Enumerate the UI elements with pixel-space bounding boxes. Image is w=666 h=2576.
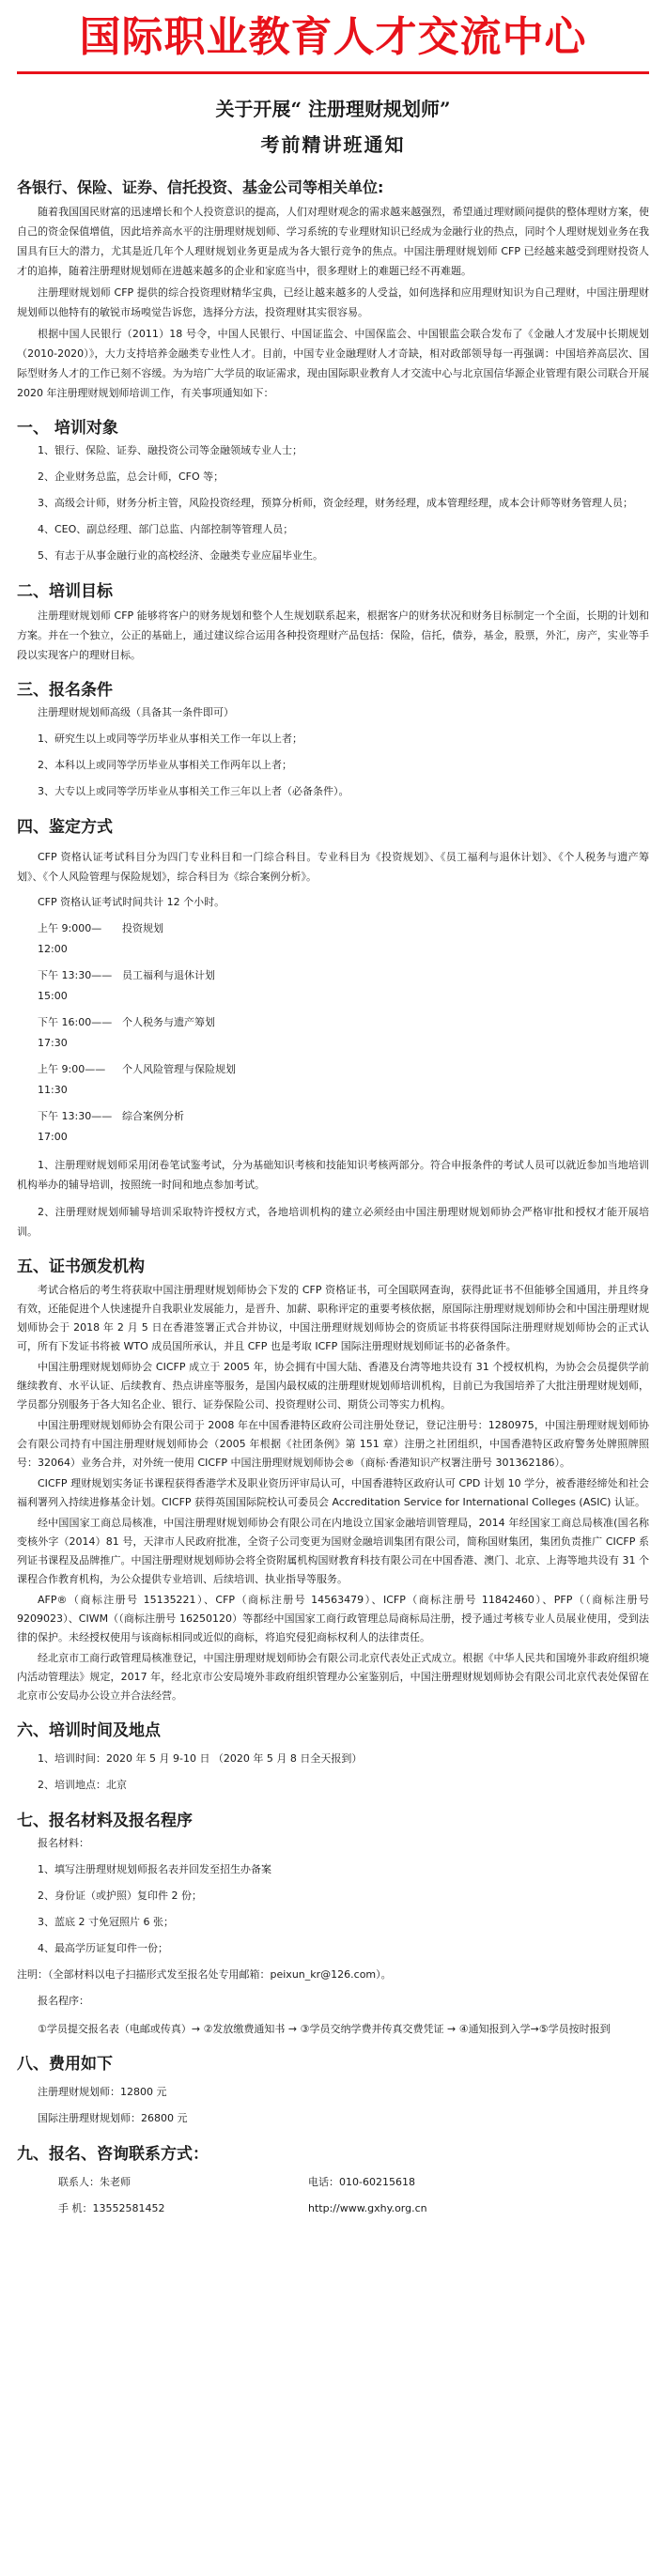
intro-paragraph-2: 注册理财规划师 CFP 提供的综合投资理财精华宝典，已经让越来越多的人受益，如何选择和应用理财知识为自己理财，中国注册理财规划师以他特有的敏锐市场嗅觉告诉您，选择分方法，投资理财其实很容易。: [17, 286, 649, 318]
training-target-item: 2、企业财务总监，总会计师，CFO 等；: [38, 470, 225, 483]
material-item: 3、蓝底 2 寸免冠照片 6 张；: [38, 1916, 174, 1928]
material-item: 4、最高学历证复印件一份；: [38, 1942, 168, 1954]
material-item: 1、填写注册理财规划师报名表并回发至招生办备案: [38, 1863, 271, 1875]
contact-phone: 电话：010-60215618: [308, 2176, 415, 2188]
training-time: 1、培训时间：2020 年 5 月 9-10 日 （2020 年 5 月 8 日全天报到）: [38, 1752, 363, 1765]
section-heading-4: 四、鉴定方式: [17, 818, 113, 837]
exam-subject: 员工福利与退休计划: [122, 969, 215, 981]
section-heading-2: 二、培训目标: [17, 582, 113, 601]
exam-schedule-lead: CFP 资格认证考试时间共计 12 个小时。: [38, 896, 225, 908]
exam-subject: 个人税务与遗产筹划: [122, 1016, 215, 1028]
exam-time: 下午 16:00——17:30: [38, 1016, 113, 1049]
red-divider: [17, 71, 649, 74]
process-lead: 报名程序：: [38, 1995, 89, 2007]
exam-schedule-row: [17, 1106, 649, 1148]
material-item: 2、身份证（或护照）复印件 2 份；: [38, 1890, 202, 1902]
exam-schedule-row: [17, 1059, 649, 1101]
document-page: [0, 13, 666, 2576]
section-heading-9: 九、报名、咨询联系方式：: [17, 2145, 209, 2164]
exam-method-paragraph-1: 1、注册理财规划师采用闭卷笔试鉴考试，分为基础知识考核和技能知识考核两部分。符合申报条件的考试人员可以就近参加当地培训机构举办的辅导培训，按照统一时间和地点参加考试。: [17, 1159, 649, 1191]
exam-subject: 个人风险管理与保险规划: [122, 1063, 236, 1075]
addressee: 各银行、保险、证券、信托投资、基金公司等相关单位:: [17, 178, 384, 196]
contact-mobile: 手 机：13552581452: [58, 2202, 165, 2214]
training-location: 2、培训地点：北京: [38, 1779, 127, 1791]
eligibility-lead: 注册理财规划师高级（具备其一条件即可）: [38, 706, 234, 718]
materials-note: 注明：（全部材料以电子扫描形式发至报名处专用邮箱：peixun_kr@126.com）。: [17, 1968, 392, 1981]
fee-item: 注册理财规划师：12800 元: [38, 2086, 167, 2098]
training-target-item: 4、CEO、副总经理、部门总监、内部控制等管理人员；: [38, 523, 294, 535]
exam-time: 下午 13:30——15:00: [38, 969, 113, 1002]
contact-row: [17, 2198, 649, 2219]
certificate-paragraph: 考试合格后的考生将获取中国注册理财规划师协会下发的 CFP 资格证书，可全国联网查询，获得此证书不但能够全国通用，并且终身有效，还能促进个人快速提升自我职业发展能力，是晋升、加薪、职称评定的重要考核依据，原国际注册理财规划师协会和中国注册理财规划师协会于 2018 年 2 月 5 日在香港签署正式合并协议，中国注册理财规划师协会的资质证书将获得国际注册理财规划师协会的正式认可，所有下发证书将被 WTO 成员国所承认，并且 CFP 也是考取 ICFP 国际注册理财规划师证书的必备条件。: [17, 1284, 649, 1352]
certificate-paragraph: CICFP 理财规划实务证书课程获得香港学术及职业资历评审局认可，中国香港特区政府认可 CPD 计划 10 学分，被香港经缔处和社会福利署列入持续进修基金计划。CICFP 获得英国国际院校认可委员会 Accreditation Service for International Colleges (ASIC) 认证。: [17, 1477, 649, 1508]
exam-time: 上午 9:000—12:00: [38, 922, 102, 955]
materials-lead: 报名材料：: [38, 1837, 89, 1849]
exam-schedule-row: [17, 918, 649, 960]
training-target-item: 5、有志于从事金融行业的高校经济、金融类专业应届毕业生。: [38, 549, 323, 562]
certificate-paragraph: 中国注册理财规划师协会有限公司于 2008 年在中国香港特区政府公司注册处登记，登记注册号：1280975，中国注册理财规划师协会有限公司持有中国注册理财规划师协会（2005 年根据《社团条例》第 151 章）注册之社团组织，中国香港特区政府警务处牌照牌照号：32064）业务合并，对外统一使用 CICFP 中国注册理财规划师协会®（商标·香港知识产权署注册号 301362186）。: [17, 1419, 649, 1469]
exam-time: 下午 13:30——17:00: [38, 1110, 113, 1143]
exam-time: 上午 9:00——11:30: [38, 1063, 106, 1096]
section-heading-3: 三、报名条件: [17, 681, 113, 700]
training-target-item: 1、银行、保险、证券、融投资公司等金融领域专业人士；: [38, 444, 302, 456]
training-goal-paragraph: 注册理财规划师 CFP 能够将客户的财务规划和整个人生规划联系起来，根据客户的财务状况和财务目标制定一个全面，长期的计划和方案。并在一个独立，公正的基础上，通过建议综合运用各种投资理财产品包括：保险，信托，债券，基金，股票，外汇，房产，实业等手段以实现客户的理财目标。: [17, 609, 649, 661]
exam-subject: 投资规划: [122, 922, 163, 934]
section-heading-6: 六、培训时间及地点: [17, 1721, 161, 1740]
section-heading-1: 一、 培训对象: [17, 419, 118, 438]
contact-row: [17, 2172, 649, 2193]
section-heading-7: 七、报名材料及报名程序: [17, 1812, 193, 1830]
exam-subjects-paragraph: CFP 资格认证考试科目分为四门专业科目和一门综合科目。专业科目为《投资规划》、《员工福利与退休计划》、《个人税务与遗产筹划》、《个人风险管理与保险规划》，综合科目为《综合案例分析》。: [17, 851, 649, 883]
certificate-paragraph: AFP®（商标注册号 15135221）、CFP（商标注册号 14563479）、ICFP（商标注册号 11842460）、PFP（（商标注册号 9209023）、CIWM（（商标注册号 16250120）等都经中国国家工商行政管理总局商标局注册，授予通过考核专业人员展业使用，受到法律的保护。未经授权使用与该商标相同或近似的商标，将追究侵犯商标权利人的法律责任。: [17, 1594, 649, 1643]
eligibility-item: 1、研究生以上或同等学历毕业从事相关工作一年以上者；: [38, 733, 302, 745]
notice-title: 关于开展“ 注册理财规划师”: [215, 98, 451, 120]
section-heading-5: 五、证书颁发机构: [17, 1257, 145, 1276]
section-heading-8: 八、费用如下: [17, 2055, 113, 2074]
organization-title: 国际职业教育人才交流中心: [79, 13, 587, 61]
intro-paragraph-3: 根据中国人民银行（2011）18 号令，中国人民银行、中国证监会、中国保监会、中国银监会联合发布了《金融人才发展中长期规划（2010-2020）》，大力支持培养金融类专业性人才。目前，中国专业金融理财人才奇缺，相对政部领导每一再强调：中国培养高层次、国际型财务人才的工作已刻不容缓。为为培广大学员的取证需求，现由国际职业教育人才交流中心与北京国信华源企业管理有限公司联合开展 2020 年注册理财规划师培训工作，有关事项通知如下：: [17, 328, 649, 399]
exam-schedule-row: [17, 1012, 649, 1054]
training-target-item: 3、高级会计师，财务分析主管，风险投资经理，预算分析师，资金经理，财务经理，成本管理经理，成本会计师等财务管理人员；: [38, 497, 633, 509]
certificate-paragraph: 经中国国家工商总局核准，中国注册理财规划师协会有限公司在内地设立国家金融培训管理局，2014 年经国家工商总局核准(国名称变核外字（2014）81 号，天津市人民政府批准，全资子公司变更为国财金融培训集团有限公司，简称国财集团，集团负责推广 CICFP 系列证书课程及品牌推广。中国注册理财规划师协会将全资附属机构国财教育科技有限公司在中国香港、澳门、北京、上海等地共设有 31 个课程合作教育机构，为公众提供专业培训、后续培训、执业指导等服务。: [17, 1517, 649, 1585]
notice-subtitle: 考前精讲班通知: [260, 133, 406, 156]
intro-paragraph-1: 随着我国国民财富的迅速增长和个人投资意识的提高，人们对理财观念的需求越来越强烈，希望通过理财顾问提供的整体理财方案，使自己的资金保值增值，因此培养高水平的注册理财规划师、学习系统的专业理财知识已经成为金融行业的热点，同时个人理财规划业务在我国具有巨大的潜力，尤其是近几年个人理财规划业务更是成为各大银行竞争的焦点。中国注册理财规划师 CFP 已经越来越受到理财投资人才的追捧，随着注册理财规划师在进越来越多的企业和家庭当中，很多理财上的难题已经不再难题。: [17, 206, 649, 277]
eligibility-item: 2、本科以上或同等学历毕业从事相关工作两年以上者；: [38, 759, 292, 771]
website-link[interactable]: http://www.gxhy.org.cn: [308, 2202, 427, 2214]
fee-item: 国际注册理财规划师：26800 元: [38, 2112, 188, 2124]
eligibility-item: 3、大专以上或同等学历毕业从事相关工作三年以上者（必备条件）。: [38, 785, 349, 797]
certificate-paragraph: 中国注册理财规划师协会 CICFP 成立于 2005 年，协会拥有中国大陆、香港及台湾等地共设有 31 个授权机构，为协会会员提供学前继续教育、水平认证、后续教育、热点讲座等服务，是国内最权威的注册理财规划师培训机构，目前已为我国培养了大批注册理财规划师，学员都分别服务于各大知名企业、银行、证券保险公司、投资理财公司、期货公司等实力机构。: [17, 1361, 649, 1411]
certificate-paragraph: 经北京市工商行政管理局核准登记，中国注册理财规划师协会有限公司北京代表处正式成立。根据《中华人民共和国境外非政府组织境内活动管理法》规定，2017 年，经北京市公安局境外非政府组织管理办公室鉴别后，中国注册理财规划师协会有限公司北京代表处保留在北京市公安局办公设立并合法经营。: [17, 1652, 649, 1702]
contact-person: 联系人：朱老师: [58, 2176, 131, 2188]
exam-method-paragraph-2: 2、注册理财规划师辅导培训采取特许授权方式，各地培训机构的建立必须经由中国注册理财规划师协会严格审批和授权才能开展培训。: [17, 1206, 649, 1238]
exam-schedule-row: [17, 965, 649, 1007]
registration-process: ①学员提交报名表（电邮或传真）→ ②发放缴费通知书 → ③学员交纳学费并传真交费凭证 → ④通知报到入学→⑤学员按时报到: [38, 2023, 611, 2035]
exam-subject: 综合案例分析: [122, 1110, 184, 1122]
